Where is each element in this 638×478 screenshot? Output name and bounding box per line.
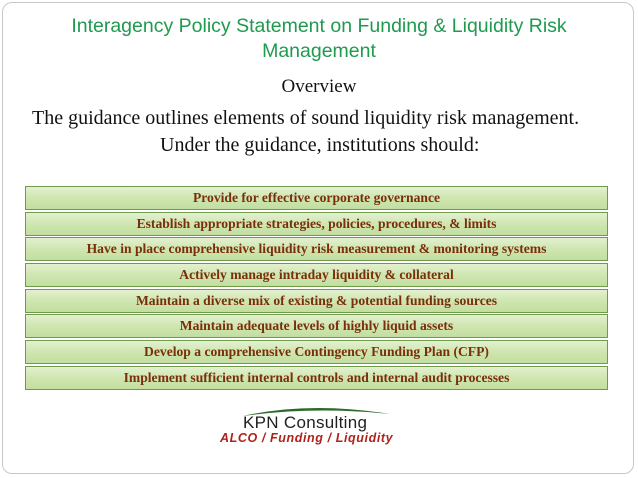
guidance-item: Establish appropriate strategies, policies, procedures, & limits — [25, 212, 608, 236]
guidance-item: Maintain adequate levels of highly liquid assets — [25, 314, 608, 338]
logo-name: KPN Consulting — [243, 413, 368, 432]
guidance-item: Provide for effective corporate governance — [25, 186, 608, 210]
slide-title: Interagency Policy Statement on Funding & Liquidity Risk Management — [71, 15, 567, 62]
logo-tagline: ALCO / Funding / Liquidity — [220, 431, 394, 445]
guidance-item: Develop a comprehensive Contingency Funding Plan (CFP) — [25, 340, 608, 364]
intro-line-1: The guidance outlines elements of sound liquidity risk management. — [32, 107, 580, 129]
guidance-item: Actively manage intraday liquidity & collateral — [25, 263, 608, 287]
slide-subtitle: Overview — [281, 76, 357, 97]
guidance-item: Maintain a diverse mix of existing & potential funding sources — [25, 289, 608, 313]
guidance-item: Implement sufficient internal controls and internal audit processes — [25, 366, 608, 390]
intro-line-2: Under the guidance, institutions should: — [160, 134, 480, 156]
company-logo — [215, 403, 430, 449]
guidance-list — [25, 186, 608, 392]
guidance-item: Have in place comprehensive liquidity risk measurement & monitoring systems — [25, 237, 608, 261]
